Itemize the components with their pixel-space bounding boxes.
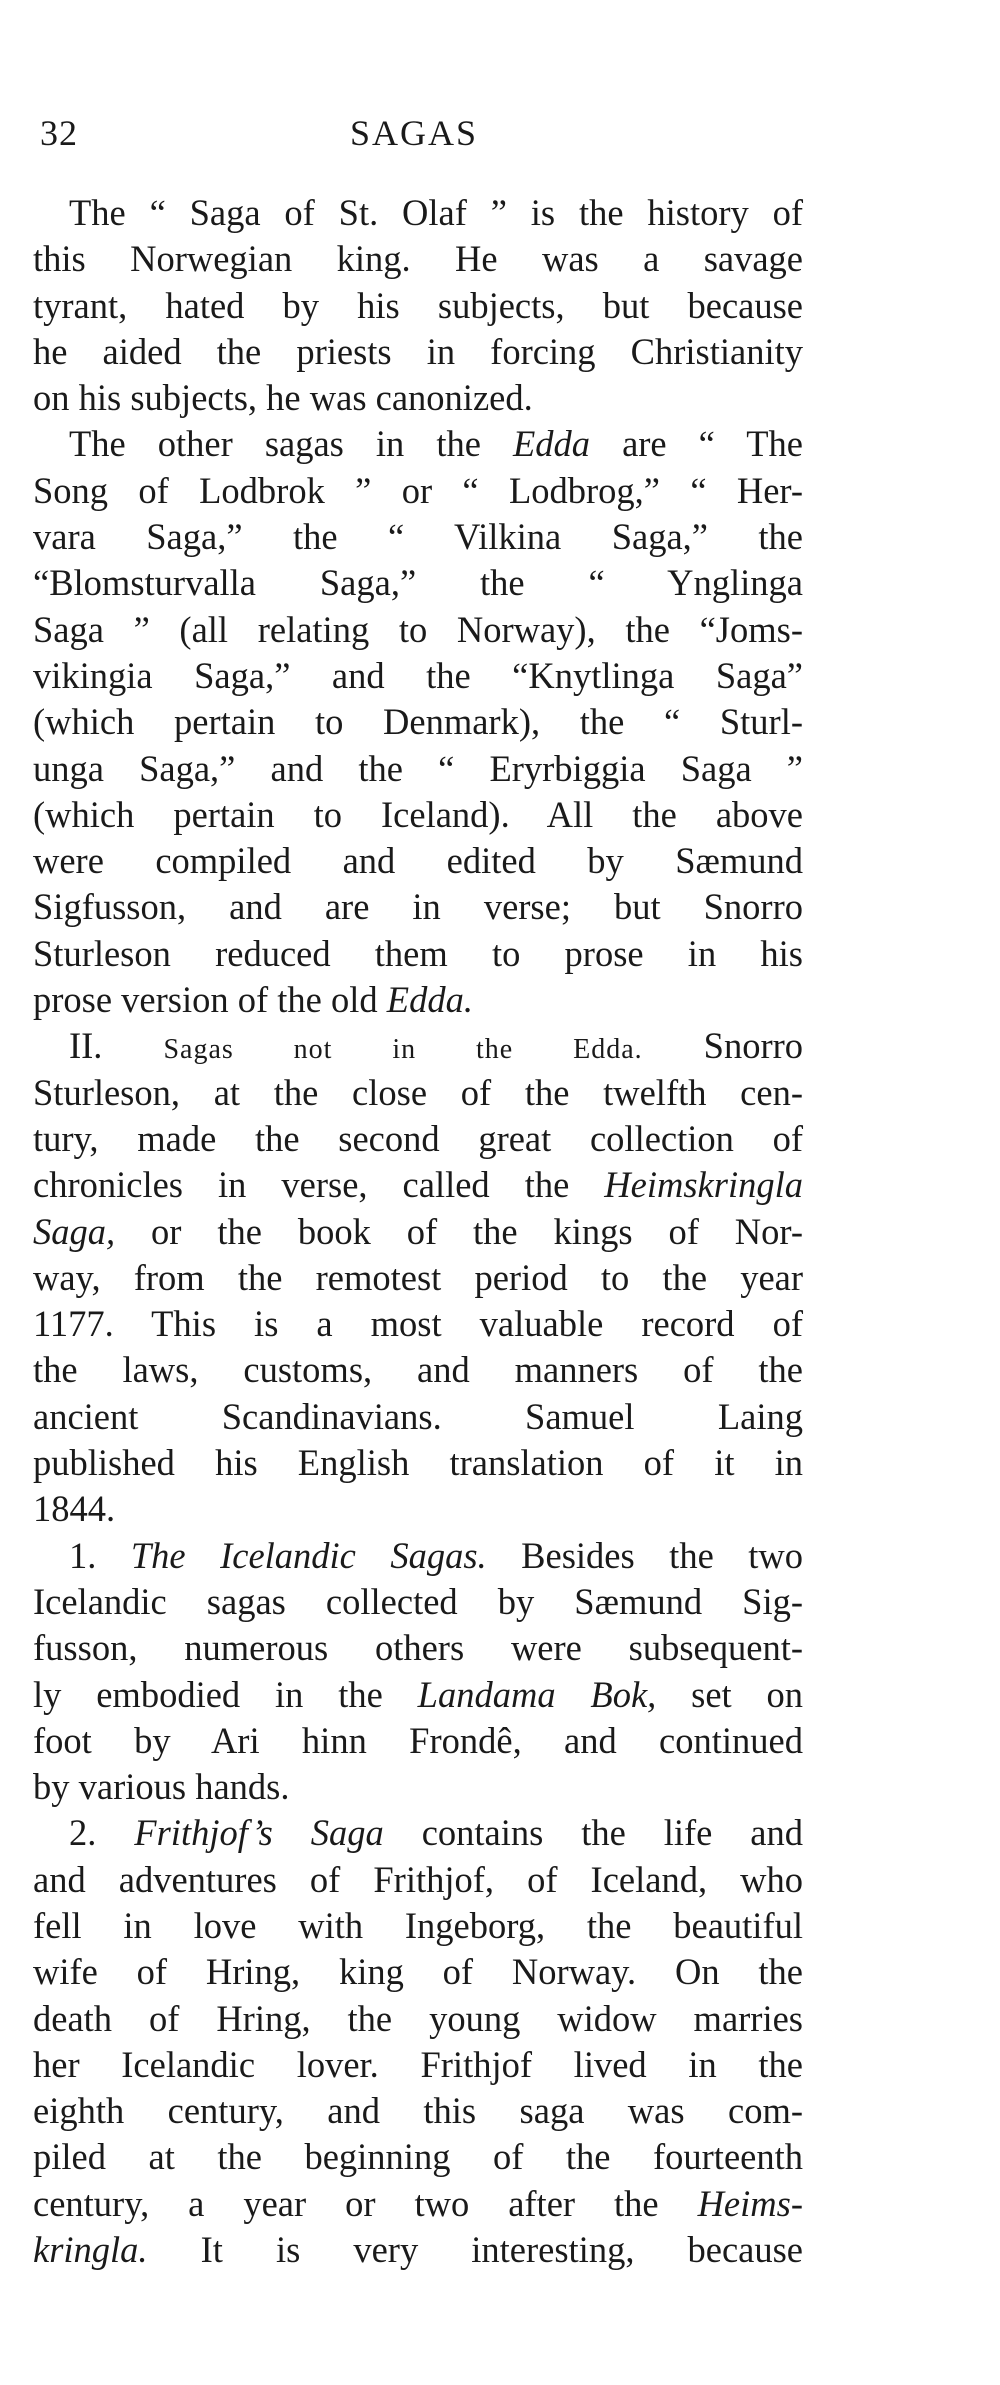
text-line: Song of Lodbrok ” or “ Lodbrog,” “ Her-: [33, 469, 803, 511]
text-line: (which pertain to Denmark), the “ Sturl-: [33, 701, 803, 743]
text-line: by various hands.: [33, 1766, 290, 1808]
text-line: the laws, customs, and manners of the: [33, 1349, 803, 1391]
text-line: (which pertain to Iceland). All the above: [33, 793, 803, 835]
text-line: fell in love with Ingeborg, the beautiful: [33, 1904, 803, 1946]
text-line: tyrant, hated by his subjects, but because: [33, 284, 803, 326]
text-line: Sturleson, at the close of the twelfth cen-: [33, 1071, 803, 1113]
text-line: kringla. It is very interesting, because: [33, 2229, 803, 2271]
text-line: wife of Hring, king of Norway. On the: [33, 1951, 803, 1993]
text-line: death of Hring, the young widow marries: [33, 1997, 803, 2039]
book-title: Saga,: [33, 1210, 116, 1252]
text-line: and adventures of Frithjof, of Iceland, who: [33, 1858, 803, 1900]
book-title: Edda: [512, 423, 591, 465]
text-line: 2. Frithjof’s Saga contains the life and: [69, 1812, 803, 1854]
book-title: Landama Bok,: [417, 1673, 657, 1715]
book-title: kringla.: [33, 2229, 148, 2271]
text-line: 1. The Icelandic Sagas. Besides the two: [69, 1534, 804, 1576]
text-line: prose version of the old Edda.: [33, 979, 473, 1021]
text-line: ly embodied in the Landama Bok, set on: [33, 1673, 804, 1715]
section-heading-line: II. Sagas not in the Edda. Snorro: [69, 1025, 804, 1067]
text-line: fusson, numerous others were subsequent-: [33, 1627, 803, 1669]
page-number: 32: [40, 113, 78, 153]
text-line: Sigfusson, and are in verse; but Snorro: [33, 886, 803, 928]
book-title: Heimskringla: [604, 1164, 803, 1206]
subsection-title: The Icelandic Sagas.: [130, 1534, 487, 1576]
text-line: 1177. This is a most valuable record of: [33, 1303, 803, 1345]
text-line: piled at the beginning of the fourteenth: [33, 2136, 803, 2178]
text-line: he aided the priests in forcing Christianity: [33, 330, 803, 372]
running-title: SAGAS: [350, 113, 479, 153]
text-line: Saga, or the book of the kings of Nor-: [33, 1210, 803, 1252]
book-title: Edda.: [386, 979, 473, 1021]
section-heading: Sagas not in the Edda.: [163, 1034, 643, 1066]
text-line: published his English translation of it in: [33, 1442, 803, 1484]
text-line: were compiled and edited by Sæmund: [33, 840, 803, 882]
text-line: Sturleson reduced them to prose in his: [33, 932, 803, 974]
text-line: century, a year or two after the Heims-: [33, 2182, 803, 2224]
text-line: The “ Saga of St. Olaf ” is the history of: [69, 192, 803, 233]
text-line: chronicles in verse, called the Heimskringla: [33, 1164, 803, 1206]
text-line: tury, made the second great collection of: [33, 1117, 803, 1159]
text-line: vikingia Saga,” and the “Knytlinga Saga”: [33, 654, 803, 696]
text-line: on his subjects, he was canonized.: [33, 377, 533, 419]
book-title: Heims-: [697, 2182, 803, 2224]
page-header: [40, 108, 800, 158]
text-line: Saga ” (all relating to Norway), the “Joms-: [33, 608, 803, 650]
body-text: [33, 190, 803, 2273]
text-line: Icelandic sagas collected by Sæmund Sig-: [33, 1580, 803, 1622]
text-line: unga Saga,” and the “ Eryrbiggia Saga ”: [33, 747, 803, 789]
text-line: eighth century, and this saga was com-: [33, 2090, 803, 2132]
text-line: “Blomsturvalla Saga,” the “ Ynglinga: [33, 562, 803, 604]
text-line: foot by Ari hinn Frondê, and continued: [33, 1719, 803, 1761]
text-line: The other sagas in the Edda are “ The: [69, 423, 803, 465]
text-line: vara Saga,” the “ Vilkina Saga,” the: [33, 516, 803, 558]
text-line: this Norwegian king. He was a savage: [33, 238, 803, 280]
text-line: way, from the remotest period to the year: [33, 1256, 803, 1298]
subsection-title: Frithjof’s Saga: [134, 1812, 384, 1854]
text-line: her Icelandic lover. Frithjof lived in the: [33, 2043, 803, 2085]
text-line: 1844.: [33, 1488, 116, 1530]
text-line: ancient Scandinavians. Samuel Laing: [33, 1395, 803, 1437]
